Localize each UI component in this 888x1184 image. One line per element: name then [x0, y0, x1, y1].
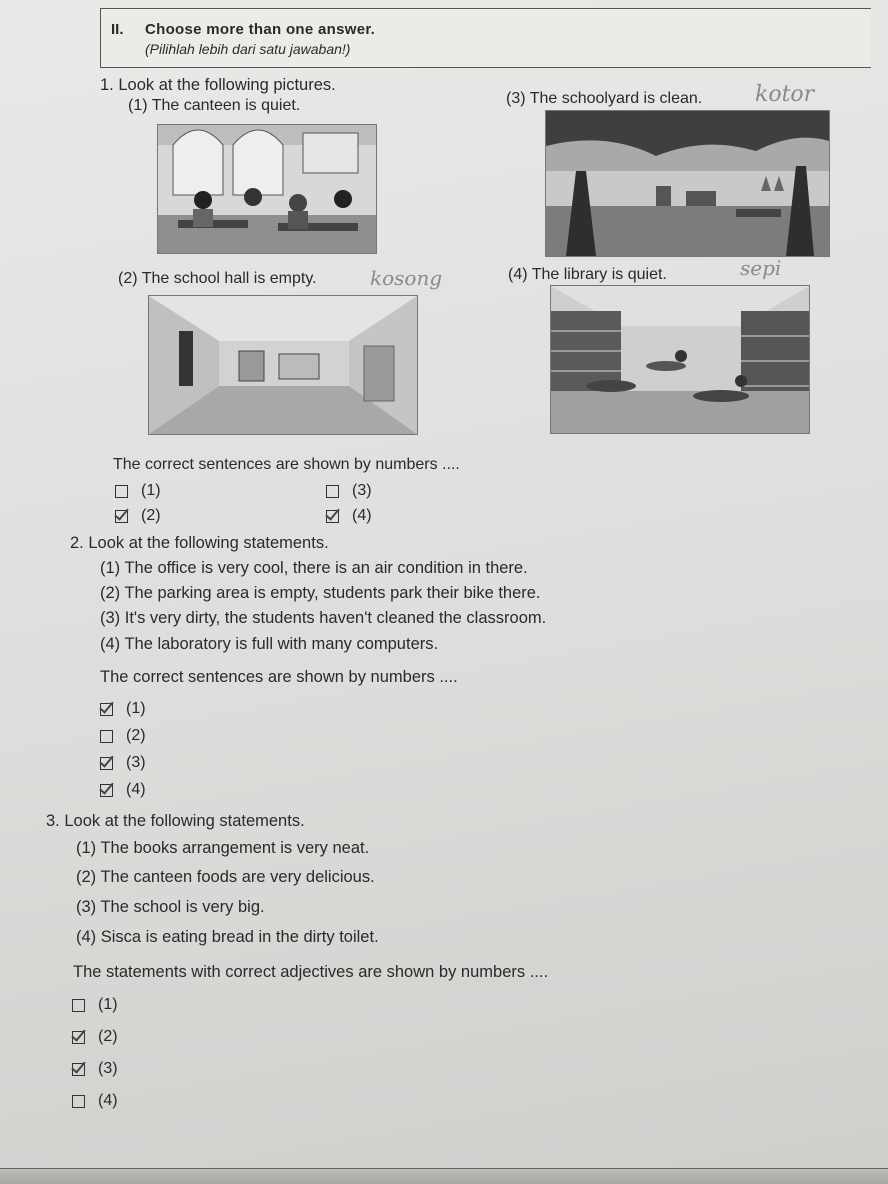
q1-checkbox-2[interactable]: [115, 510, 128, 523]
q1-option-4-label: (4): [352, 507, 372, 524]
q3-option-1[interactable]: [72, 996, 118, 1014]
handwritten-note-1: kotor: [755, 82, 815, 107]
q1-option-2[interactable]: [115, 507, 161, 525]
q2-option-3[interactable]: [100, 754, 146, 772]
q3-option-3-label: (3): [98, 1060, 118, 1077]
q3-prompt: 3. Look at the following statements.: [46, 812, 305, 830]
q2-option-4-label: (4): [126, 781, 146, 798]
section-subtitle: (Pilihlah lebih dari satu jawaban!): [145, 41, 351, 57]
q2-statement-1: (1) The office is very cool, there is an air condition in there.: [100, 559, 528, 577]
q2-option-2[interactable]: [100, 727, 146, 745]
handwritten-note-2: kosong: [370, 266, 443, 290]
school-hall-picture: [148, 295, 418, 435]
q1-checkbox-1[interactable]: [115, 485, 128, 498]
q1-caption-2: (2) The school hall is empty.: [118, 270, 317, 287]
q2-option-1-label: (1): [126, 700, 146, 717]
page-bottom-border: [0, 1168, 888, 1184]
q1-option-1-label: (1): [141, 482, 161, 499]
q1-checkbox-4[interactable]: [326, 510, 339, 523]
q2-option-1[interactable]: [100, 700, 146, 718]
q2-option-4[interactable]: [100, 781, 146, 799]
q3-checkbox-1[interactable]: [72, 999, 85, 1012]
q2-checkbox-1[interactable]: [100, 703, 113, 716]
q3-option-1-label: (1): [98, 996, 118, 1013]
q2-option-3-label: (3): [126, 754, 146, 771]
q1-option-3-label: (3): [352, 482, 372, 499]
q2-option-2-label: (2): [126, 727, 146, 744]
q2-checkbox-3[interactable]: [100, 757, 113, 770]
q3-statement-1: (1) The books arrangement is very neat.: [76, 839, 370, 857]
q1-caption-1: (1) The canteen is quiet.: [128, 97, 301, 114]
q3-checkbox-4[interactable]: [72, 1095, 85, 1108]
section-header: [100, 8, 871, 68]
q2-checkbox-2[interactable]: [100, 730, 113, 743]
q1-checkbox-3[interactable]: [326, 485, 339, 498]
q3-option-3[interactable]: [72, 1060, 118, 1078]
q2-checkbox-4[interactable]: [100, 784, 113, 797]
q1-caption-4: (4) The library is quiet.: [508, 266, 667, 283]
q1-question: The correct sentences are shown by numbers ....: [113, 456, 460, 473]
q1-option-2-label: (2): [141, 507, 161, 524]
q2-statement-3: (3) It's very dirty, the students haven't cleaned the classroom.: [100, 609, 547, 627]
handwritten-note-3: sepi: [740, 256, 782, 280]
q1-option-3[interactable]: [326, 482, 372, 500]
q2-statement-4: (4) The laboratory is full with many computers.: [100, 635, 439, 653]
q1-option-1[interactable]: [115, 482, 161, 500]
q1-caption-3: (3) The schoolyard is clean.: [506, 90, 703, 107]
q2-statement-2: (2) The parking area is empty, students park their bike there.: [100, 584, 541, 602]
q3-checkbox-3[interactable]: [72, 1063, 85, 1076]
q3-statement-3: (3) The school is very big.: [76, 898, 265, 916]
q1-option-4[interactable]: [326, 507, 372, 525]
q3-option-4[interactable]: [72, 1092, 118, 1110]
q3-statement-2: (2) The canteen foods are very delicious.: [76, 868, 375, 886]
q3-statement-4: (4) Sisca is eating bread in the dirty toilet.: [76, 928, 379, 946]
q2-question: The correct sentences are shown by numbers ....: [100, 668, 458, 686]
section-title: Choose more than one answer.: [145, 21, 376, 38]
canteen-picture: [157, 124, 377, 254]
q3-checkbox-2[interactable]: [72, 1031, 85, 1044]
q3-option-2-label: (2): [98, 1028, 118, 1045]
q2-prompt: 2. Look at the following statements.: [70, 534, 329, 552]
q1-prompt: 1. Look at the following pictures.: [100, 76, 336, 94]
q3-question: The statements with correct adjectives are shown by numbers ....: [73, 963, 549, 981]
section-number: II.: [111, 21, 124, 38]
library-picture: [550, 285, 810, 434]
q3-option-2[interactable]: [72, 1028, 118, 1046]
schoolyard-picture: [545, 110, 830, 257]
q3-option-4-label: (4): [98, 1092, 118, 1109]
